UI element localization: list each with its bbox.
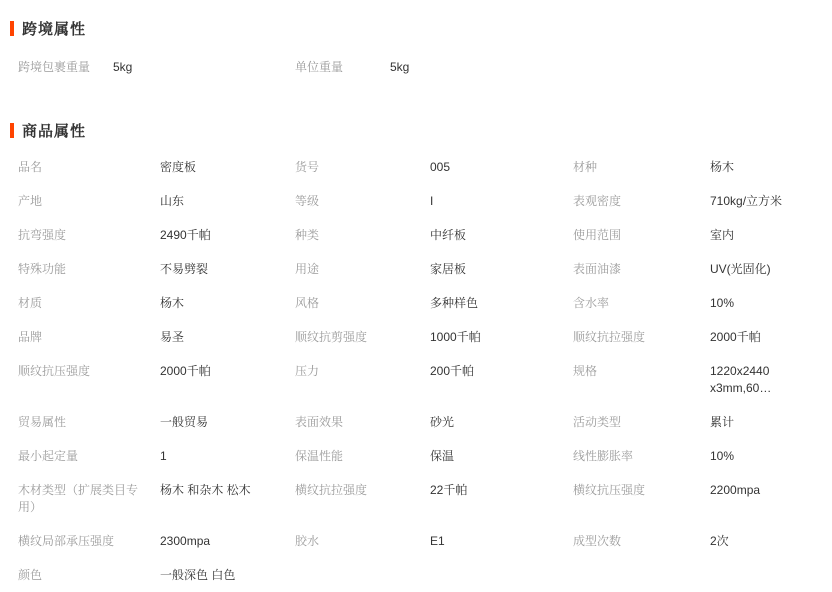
attribute-value: 10% bbox=[710, 448, 735, 463]
attribute-label: 等级 bbox=[295, 193, 320, 208]
attribute-label: 木材类型（扩展类目专用） bbox=[18, 482, 139, 514]
attribute-value: 005 bbox=[430, 159, 451, 174]
attribute-label: 胶水 bbox=[295, 533, 320, 548]
attribute-row bbox=[18, 354, 832, 405]
attribute-label: 压力 bbox=[295, 363, 320, 378]
attribute-value: UV(光固化) bbox=[710, 261, 771, 276]
attribute-label: 横纹抗拉强度 bbox=[295, 482, 368, 497]
attribute-row bbox=[18, 524, 832, 558]
attribute-label: 产地 bbox=[18, 193, 43, 208]
attribute-label: 顺纹抗拉强度 bbox=[573, 329, 646, 344]
attribute-value: 多种样色 bbox=[430, 295, 479, 310]
attribute-value: 2000千帕 bbox=[160, 363, 211, 378]
attribute-value: 山东 bbox=[160, 193, 185, 208]
attribute-value: 一般深色 白色 bbox=[160, 567, 236, 582]
attribute-value: 1220x2440 x3mm,60… bbox=[710, 363, 772, 395]
attribute-value: 2次 bbox=[710, 533, 729, 548]
product-attributes-table bbox=[0, 150, 832, 592]
attribute-value: 22千帕 bbox=[430, 482, 468, 497]
section-accent-bar bbox=[10, 123, 14, 138]
attribute-label: 规格 bbox=[573, 363, 598, 378]
attribute-label: 保温性能 bbox=[295, 448, 344, 463]
attribute-row bbox=[18, 405, 832, 439]
product-attributes-section bbox=[0, 120, 832, 592]
attribute-row bbox=[18, 50, 832, 84]
attribute-value: 1 bbox=[160, 448, 167, 463]
attribute-value: 2490千帕 bbox=[160, 227, 211, 242]
attribute-row bbox=[18, 286, 832, 320]
attribute-label: 用途 bbox=[295, 261, 320, 276]
attribute-value: 一般贸易 bbox=[160, 414, 209, 429]
attribute-value: 不易劈裂 bbox=[160, 261, 209, 276]
attribute-label: 货号 bbox=[295, 159, 320, 174]
attribute-value: 累计 bbox=[710, 414, 735, 429]
crossborder-section-header bbox=[0, 18, 832, 38]
attribute-label: 横纹抗压强度 bbox=[573, 482, 646, 497]
product-section-header bbox=[0, 120, 832, 140]
attribute-value: 易圣 bbox=[160, 329, 185, 344]
attribute-label: 横纹局部承压强度 bbox=[18, 533, 115, 548]
attribute-row bbox=[18, 252, 832, 286]
section-accent-bar bbox=[10, 21, 14, 36]
attribute-value: 保温 bbox=[430, 448, 455, 463]
attribute-value: 2000千帕 bbox=[710, 329, 761, 344]
attribute-value: 密度板 bbox=[160, 159, 197, 174]
attribute-label: 含水率 bbox=[573, 295, 610, 310]
attribute-row bbox=[18, 439, 832, 473]
attribute-label: 跨境包裹重量 bbox=[18, 59, 91, 74]
attribute-label: 使用范围 bbox=[573, 227, 622, 242]
crossborder-attributes-table bbox=[0, 50, 832, 84]
section-title: 商品属性 bbox=[22, 122, 87, 140]
attribute-row bbox=[18, 473, 832, 524]
attribute-value: 杨木 bbox=[160, 295, 185, 310]
attribute-label: 线性膨胀率 bbox=[573, 448, 634, 463]
attribute-value: 10% bbox=[710, 295, 735, 310]
attribute-value: 室内 bbox=[710, 227, 735, 242]
attribute-label: 成型次数 bbox=[573, 533, 622, 548]
attribute-label: 活动类型 bbox=[573, 414, 622, 429]
crossborder-attributes-section bbox=[0, 18, 832, 84]
attribute-value: 710kg/立方米 bbox=[710, 193, 783, 208]
attribute-value: 中纤板 bbox=[430, 227, 467, 242]
attribute-value: 2200mpa bbox=[710, 482, 761, 497]
attribute-value: 砂光 bbox=[430, 414, 455, 429]
attribute-label: 品牌 bbox=[18, 329, 43, 344]
attribute-label: 顺纹抗压强度 bbox=[18, 363, 91, 378]
attribute-label: 材质 bbox=[18, 295, 43, 310]
attribute-label: 表面油漆 bbox=[573, 261, 622, 276]
attribute-label: 表观密度 bbox=[573, 193, 622, 208]
attribute-label: 抗弯强度 bbox=[18, 227, 67, 242]
attribute-label: 表面效果 bbox=[295, 414, 344, 429]
attribute-label: 风格 bbox=[295, 295, 320, 310]
attribute-label: 颜色 bbox=[18, 567, 43, 582]
attribute-label: 单位重量 bbox=[295, 59, 344, 74]
attribute-value: 2300mpa bbox=[160, 533, 211, 548]
attribute-row bbox=[18, 218, 832, 252]
attribute-row bbox=[18, 558, 832, 592]
attribute-value: 5kg bbox=[113, 59, 133, 74]
attribute-value: 杨木 和杂木 松木 bbox=[160, 482, 251, 497]
section-title: 跨境属性 bbox=[22, 20, 87, 38]
attribute-row bbox=[18, 320, 832, 354]
attribute-value: I bbox=[430, 193, 434, 208]
attribute-value: 5kg bbox=[390, 59, 410, 74]
attribute-value: 1000千帕 bbox=[430, 329, 481, 344]
attribute-label: 种类 bbox=[295, 227, 320, 242]
attribute-label: 品名 bbox=[18, 159, 43, 174]
attribute-row bbox=[18, 184, 832, 218]
attribute-value: 200千帕 bbox=[430, 363, 475, 378]
attribute-label: 特殊功能 bbox=[18, 261, 67, 276]
attribute-row bbox=[18, 150, 832, 184]
attribute-value: 杨木 bbox=[710, 159, 735, 174]
attribute-value: E1 bbox=[430, 533, 445, 548]
attribute-label: 顺纹抗剪强度 bbox=[295, 329, 368, 344]
attribute-value: 家居板 bbox=[430, 261, 467, 276]
attribute-label: 贸易属性 bbox=[18, 414, 67, 429]
attribute-label: 材种 bbox=[573, 159, 598, 174]
attribute-label: 最小起定量 bbox=[18, 448, 79, 463]
